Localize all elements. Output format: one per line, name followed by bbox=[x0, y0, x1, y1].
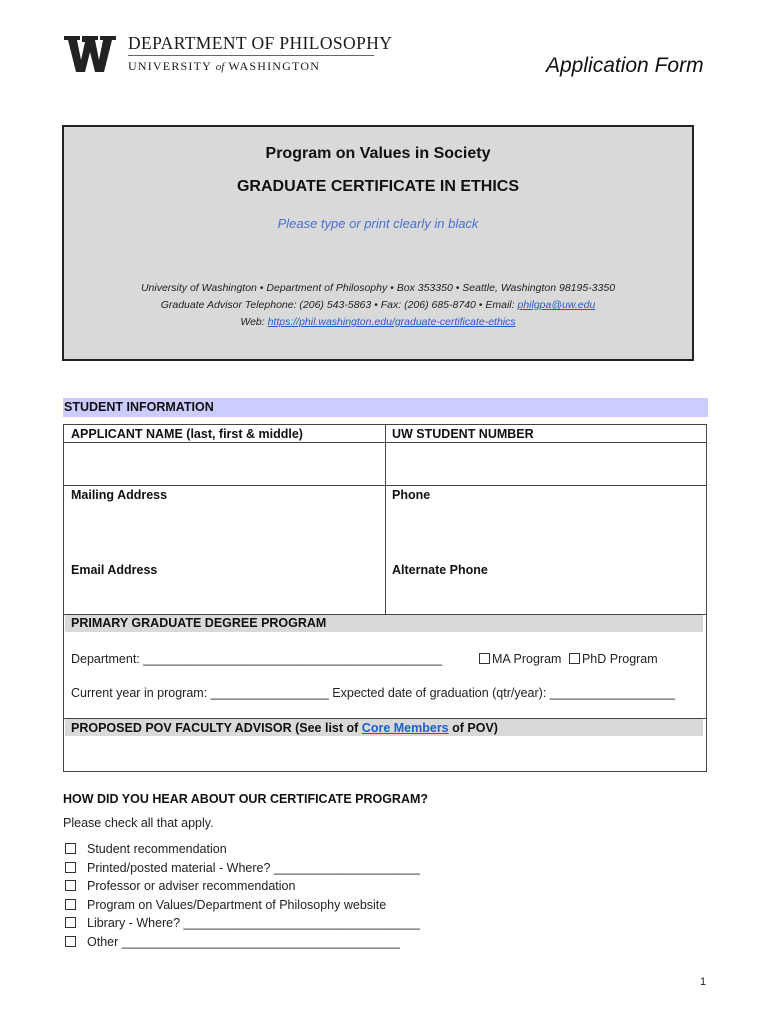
applicant-name-label: APPLICANT NAME (last, first & middle) bbox=[71, 427, 303, 441]
student-number-field[interactable] bbox=[386, 443, 705, 484]
alternate-phone-label: Alternate Phone bbox=[392, 563, 488, 577]
alternate-phone-field[interactable] bbox=[386, 580, 705, 613]
survey-option[interactable]: Student recommendation bbox=[65, 842, 227, 856]
phd-checkbox[interactable] bbox=[569, 653, 580, 664]
checkbox[interactable] bbox=[65, 880, 76, 891]
phone-label: Phone bbox=[392, 488, 431, 502]
web-link[interactable]: https://phil.washington.edu/graduate-certificate-ethics bbox=[267, 316, 516, 328]
advisor-label: PROPOSED POV FACULTY ADVISOR (See list of Core Members of POV) bbox=[71, 721, 498, 735]
email-address-field[interactable] bbox=[65, 580, 384, 613]
phone-field[interactable] bbox=[386, 505, 705, 560]
ma-checkbox[interactable] bbox=[479, 653, 490, 664]
mailing-address-field[interactable] bbox=[65, 505, 384, 560]
survey-question: HOW DID YOU HEAR ABOUT OUR CERTIFICATE PROGRAM? bbox=[63, 792, 429, 806]
advisor-field[interactable] bbox=[65, 737, 705, 771]
primary-program-label: PRIMARY GRADUATE DEGREE PROGRAM bbox=[71, 616, 327, 630]
email-link[interactable]: philgpa@uw.edu bbox=[517, 299, 596, 311]
web-line: Web: https://phil.washington.edu/graduate-certificate-ethics bbox=[240, 316, 516, 328]
survey-option[interactable]: Professor or adviser recommendation bbox=[65, 879, 295, 893]
survey-option[interactable]: Other ________________________________________ bbox=[65, 935, 400, 949]
contact-line: Graduate Advisor Telephone: (206) 543-5863 • Fax: (206) 685-8740 • Email: philgpa@uw.edu bbox=[160, 299, 596, 311]
page-number: 1 bbox=[700, 976, 707, 988]
core-members-link[interactable]: Core Members bbox=[361, 721, 449, 735]
checkbox[interactable] bbox=[65, 917, 76, 928]
mailing-address-label: Mailing Address bbox=[71, 488, 168, 502]
department-name: DEPARTMENT OF PHILOSOPHY bbox=[128, 33, 393, 53]
applicant-name-field[interactable] bbox=[65, 443, 384, 484]
student-number-label: UW STUDENT NUMBER bbox=[392, 427, 534, 441]
uw-w-logo bbox=[64, 36, 116, 72]
program-info-box bbox=[62, 125, 694, 361]
program-title: Program on Values in Society bbox=[265, 145, 491, 162]
survey-option[interactable]: Library - Where? __________________________________ bbox=[65, 916, 420, 930]
survey-instruction: Please check all that apply. bbox=[63, 816, 214, 830]
university-name: UNIVERSITY of WASHINGTON bbox=[128, 59, 321, 73]
row-divider bbox=[64, 485, 706, 486]
checkbox[interactable] bbox=[65, 862, 76, 873]
address-line: University of Washington • Department of Philosophy • Box 353350 • Seattle, Washington 98195-3350 bbox=[140, 282, 616, 294]
section-title: STUDENT INFORMATION bbox=[64, 400, 214, 414]
student-info-form bbox=[63, 424, 707, 772]
degree-type-options bbox=[479, 652, 658, 666]
checkbox[interactable] bbox=[65, 936, 76, 947]
survey-option[interactable]: Program on Values/Department of Philosophy website bbox=[65, 898, 386, 912]
survey-option[interactable]: Printed/posted material - Where? _____________________ bbox=[65, 861, 420, 875]
logo-divider bbox=[128, 55, 374, 56]
year-graduation-line[interactable]: Current year in program: _________________ Expected date of graduation (qtr/year): __________________ bbox=[71, 686, 675, 700]
instruction-text: Please type or print clearly in black bbox=[277, 216, 479, 231]
student-info-section-bar bbox=[63, 398, 708, 417]
phd-label: PhD Program bbox=[581, 652, 658, 666]
ma-label: MA Program bbox=[492, 652, 562, 666]
department-line[interactable]: Department: ___________________________________________ bbox=[71, 652, 443, 666]
checkbox[interactable] bbox=[65, 899, 76, 910]
checkbox[interactable] bbox=[65, 843, 76, 854]
certificate-title: GRADUATE CERTIFICATE IN ETHICS bbox=[236, 178, 520, 195]
document-title: Application Form bbox=[546, 54, 704, 77]
email-address-label: Email Address bbox=[71, 563, 158, 577]
